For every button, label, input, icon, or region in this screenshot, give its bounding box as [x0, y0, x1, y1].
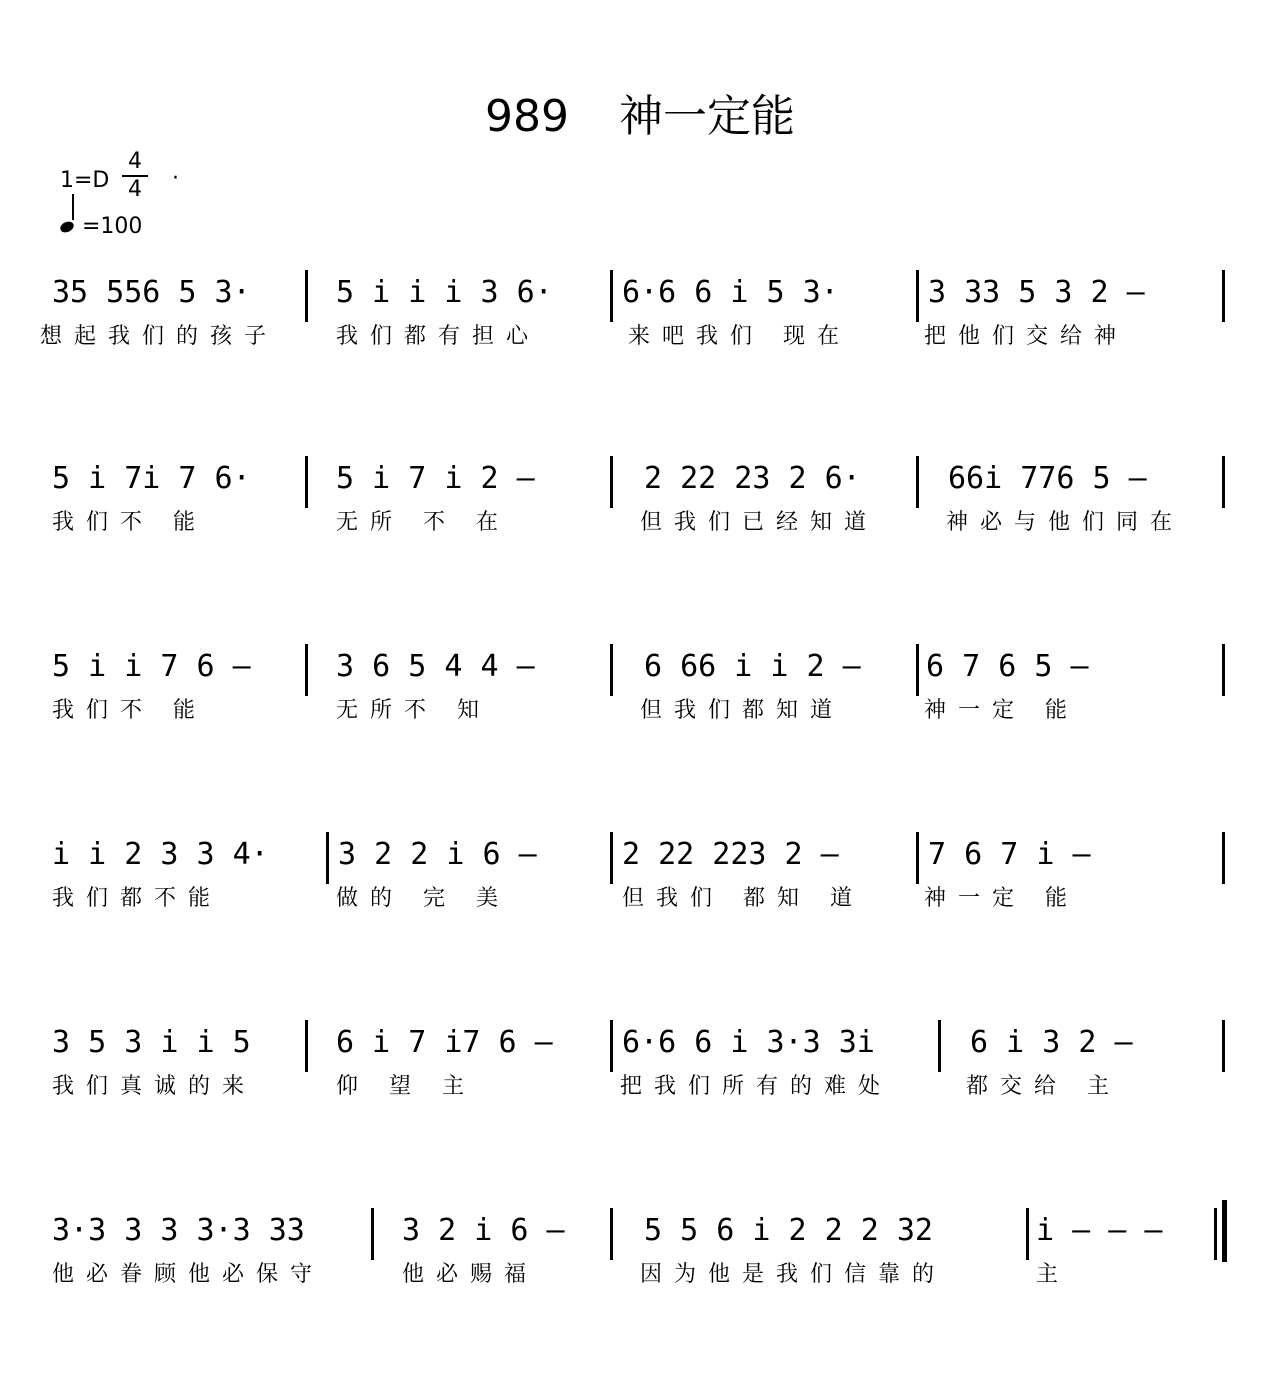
measure: 6 7 6 5 –	[926, 649, 1089, 684]
lyric: 因为他是我们信靠的	[640, 1262, 947, 1287]
key-signature: 1=D	[60, 168, 110, 193]
lyric: 神一定 能	[924, 698, 1079, 723]
bar-line	[610, 456, 613, 508]
measure: i i 2 3 3 4·	[52, 837, 269, 872]
lyric: 但我们都知道	[640, 698, 845, 723]
lyric: 都交给 主	[966, 1074, 1121, 1099]
measure: 2 22 223 2 –	[622, 837, 839, 872]
bar-line	[610, 832, 613, 884]
bar-line	[305, 1020, 308, 1072]
measure: 5 i i i 3 6·	[336, 275, 553, 310]
lyric: 仰 望 主	[336, 1074, 476, 1099]
bar-line	[1222, 456, 1225, 508]
lyric: 把他们交给神	[924, 324, 1129, 349]
measure: 6·6 6 i 3·3 3i	[622, 1025, 875, 1060]
measure: 7 6 7 i –	[928, 837, 1091, 872]
measure: 5 i 7i 7 6·	[52, 461, 251, 496]
lyric: 我们都不能	[52, 886, 223, 911]
measure: 35 556 5 3·	[52, 275, 251, 310]
bar-line	[916, 644, 919, 696]
bar-line	[938, 1020, 941, 1072]
measure: 66i 776 5 –	[948, 461, 1147, 496]
tempo-value: =100	[82, 214, 143, 239]
bar-line	[326, 832, 329, 884]
measure: 2 22 23 2 6·	[644, 461, 861, 496]
bar-line	[1222, 832, 1225, 884]
measure: 3 5 3 i i 5	[52, 1025, 251, 1060]
tempo-marking	[60, 214, 142, 239]
lyric: 我们不 能	[52, 510, 207, 535]
lyric: 但我们 都知 道	[622, 886, 864, 911]
measure: 3 6 5 4 4 –	[336, 649, 535, 684]
lyric: 无所 不 在	[336, 510, 510, 535]
lyric: 把我们所有的难处	[620, 1074, 893, 1099]
bar-line	[305, 456, 308, 508]
bar-line	[1222, 270, 1225, 322]
measure: 5 i i 7 6 –	[52, 649, 251, 684]
song-number: 989	[485, 91, 569, 142]
measure: 6 i 7 i7 6 –	[336, 1025, 553, 1060]
lyric: 做的 完 美	[336, 886, 510, 911]
lyric: 但我们已经知道	[640, 510, 879, 535]
measure: 5 5 6 i 2 2 2 32	[644, 1213, 933, 1248]
measure: 5 i 7 i 2 –	[336, 461, 535, 496]
bar-line	[916, 270, 919, 322]
measure: 3 33 5 3 2 –	[928, 275, 1145, 310]
bar-line	[916, 456, 919, 508]
lyric: 来吧我们 现在	[628, 324, 851, 349]
quarter-note-stem	[72, 194, 74, 220]
time-signature	[122, 150, 148, 202]
bar-line	[610, 1208, 613, 1260]
dot-mark: ·	[172, 166, 179, 191]
song-name: 神一定能	[618, 91, 795, 142]
measure: 3 2 2 i 6 –	[338, 837, 537, 872]
bar-line	[371, 1208, 374, 1260]
lyric: 想起我们的孩子	[40, 324, 279, 349]
song-title	[0, 80, 1280, 144]
lyric: 我们不 能	[52, 698, 207, 723]
bar-line	[610, 1020, 613, 1072]
bar-line	[305, 270, 308, 322]
bar-line	[1222, 1020, 1225, 1072]
bar-line	[610, 644, 613, 696]
lyric: 神一定 能	[924, 886, 1079, 911]
final-bar-thin	[1214, 1208, 1217, 1260]
lyric: 他必眷顾他必保守	[52, 1262, 325, 1287]
bar-line	[305, 644, 308, 696]
lyric: 神必与他们同在	[946, 510, 1185, 535]
measure: 3 2 i 6 –	[402, 1213, 565, 1248]
measure: 6 66 i i 2 –	[644, 649, 861, 684]
lyric: 我们都有担心	[336, 324, 541, 349]
quarter-note-icon	[59, 220, 76, 235]
lyric: 主	[1036, 1262, 1071, 1287]
measure: 6·6 6 i 5 3·	[622, 275, 839, 310]
lyric: 我们真诚的来	[52, 1074, 257, 1099]
measure: 6 i 3 2 –	[970, 1025, 1133, 1060]
final-bar-thick	[1222, 1200, 1227, 1262]
measure: 3·3 3 3 3·3 33	[52, 1213, 305, 1248]
bar-line	[1026, 1208, 1029, 1260]
time-signature-top: 4	[128, 149, 142, 174]
measure: i – – –	[1036, 1213, 1163, 1248]
bar-line	[916, 832, 919, 884]
bar-line	[1222, 644, 1225, 696]
bar-line	[610, 270, 613, 322]
time-signature-bottom: 4	[128, 177, 142, 202]
lyric: 无所不 知	[336, 698, 491, 723]
lyric: 他必赐福	[402, 1262, 539, 1287]
